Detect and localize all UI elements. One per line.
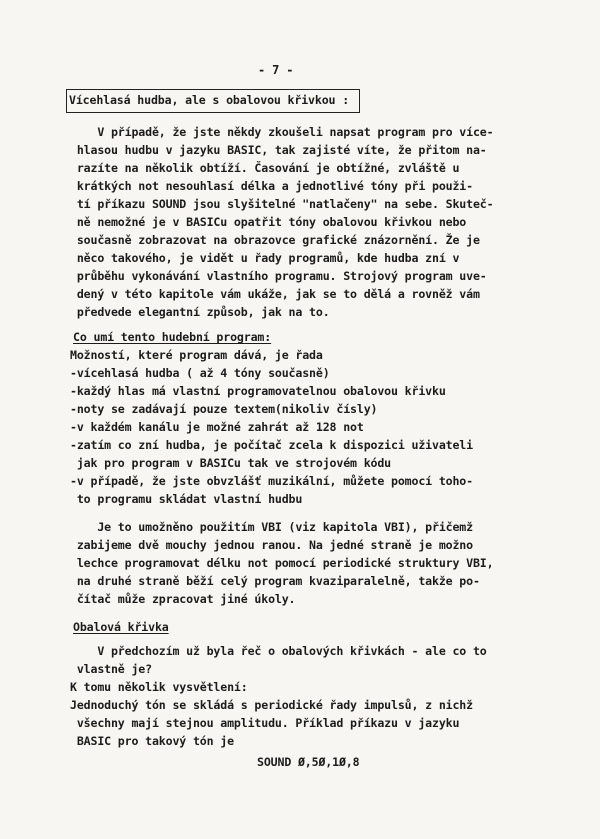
text-line: současně zobrazovat na obrazovce grafické znázornění. Že je bbox=[70, 233, 480, 247]
list-item: -noty se zadávají pouze textem(nikoliv čísly) bbox=[70, 402, 378, 416]
text-line: Je to umožněno použitím VBI (viz kapitola VBI), přičemž bbox=[70, 520, 473, 534]
text-line: tí příkazu SOUND jsou slyšitelné "natlačeny" na sebe. Skuteč- bbox=[70, 197, 494, 211]
section-subheading: Obalová křivka bbox=[73, 620, 169, 634]
list-item: Možností, které program dává, je řada bbox=[70, 348, 323, 362]
text-line: hlasou hudbu v jazyku BASIC, tak zajisté víte, že přitom na- bbox=[70, 143, 487, 157]
text-line: průběhu vykonávání vlastního programu. Strojový program uve- bbox=[70, 269, 487, 283]
text-line: razíte na několik obtíží. Časování je obtížné, zvláště u bbox=[70, 161, 460, 175]
text-line: něco takového, je vidět u řady programů, kde hudba zní v bbox=[70, 251, 460, 265]
text-line: dený v této kapitole vám ukáže, jak se to dělá a rovněž vám bbox=[70, 287, 480, 301]
list-item: -v případě, že jste obvzlášť muzikální, můžete pomocí toho- bbox=[70, 474, 473, 488]
text-line: lechce programovat délku not pomocí periodické struktury VBI, bbox=[70, 556, 494, 570]
page-number: - 7 - bbox=[258, 63, 294, 77]
list-item: jak pro program v BASICu tak ve strojovém kódu bbox=[70, 456, 392, 470]
text-line: BASIC pro takový tón je bbox=[70, 734, 234, 748]
text-line: V případě, že jste někdy zkoušeli napsat program pro více- bbox=[70, 125, 494, 139]
text-line: všechny mají stejnou amplitudu. Příklad příkazu v jazyku bbox=[70, 716, 460, 730]
text-line: čítač může zpracovat jiné úkoly. bbox=[70, 592, 296, 606]
list-item: -zatím co zní hudba, je počítač zcela k dispozici uživateli bbox=[70, 438, 473, 452]
list-item: -v každém kanálu je možné zahrát až 128 not bbox=[70, 420, 364, 434]
section-subheading: Co umí tento hudební program: bbox=[73, 330, 272, 344]
text-line: ně nemožné je v BASICu opatřit tóny obalovou křivkou nebo bbox=[70, 215, 467, 229]
text-line: vlastně je? bbox=[70, 662, 152, 676]
list-item: to programu skládat vlastní hudbu bbox=[70, 492, 303, 506]
list-item: -každý hlas má vlastní programovatelnou obalovou křivku bbox=[70, 384, 446, 398]
text-line: Jednoduchý tón se skládá s periodické řady impulsů, z nichž bbox=[70, 698, 473, 712]
text-line: na druhé straně běží celý program kvaziparalelně, takže po- bbox=[70, 574, 480, 588]
text-line: krátkých not nesouhlasí délka a jednotlivé tóny při použi- bbox=[70, 179, 473, 193]
section-heading: Vícehlasá hudba, ale s obalovou křivkou : bbox=[69, 93, 350, 107]
list-item: -vícehlasá hudba ( až 4 tóny současně) bbox=[70, 366, 330, 380]
text-line: zabijeme dvě mouchy jednou ranou. Na jedné straně je možno bbox=[70, 538, 473, 552]
sound-command: SOUND Ø,5Ø,1Ø,8 bbox=[257, 755, 360, 769]
text-line: předvede elegantní způsob, jak na to. bbox=[70, 305, 330, 319]
text-line: V předchozím už byla řeč o obalových křivkách - ale co to bbox=[70, 644, 487, 658]
text-line: K tomu několik vysvětlení: bbox=[70, 680, 248, 694]
